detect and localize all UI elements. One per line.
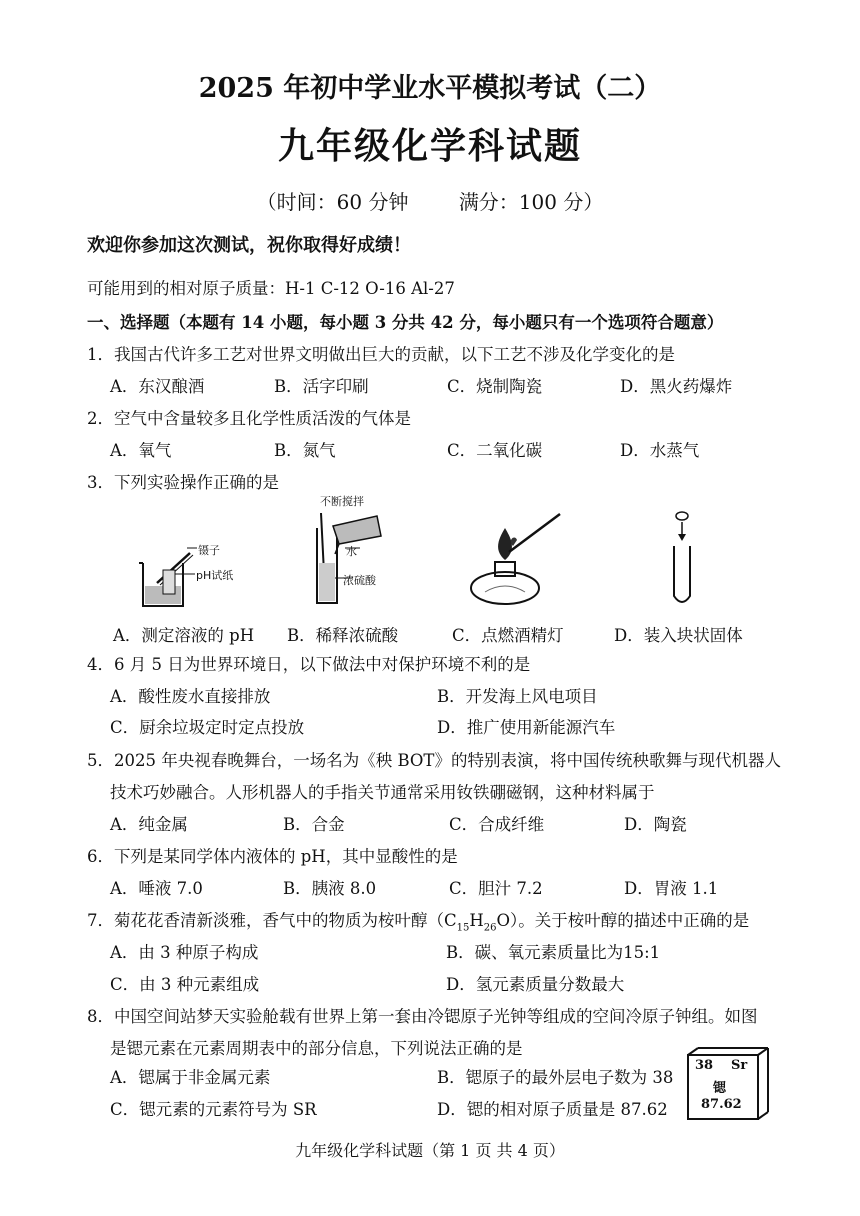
question-6-stem: 6．下列是某同学体内液体的 pH，其中显酸性的是 [87,847,458,866]
figure-alcohol-lamp [465,510,575,610]
figure-ph-test [135,508,245,608]
q2-option-a: A．氧气 [110,441,172,460]
section-heading: 一、选择题（本题有 14 小题，每小题 3 分共 42 分，每小题只有一个选项符合题意） [87,313,724,332]
question-7-stem [87,907,749,933]
q7-hydrogen: H [469,911,484,930]
q7-stem-end: O）。关于桉叶醇的描述中正确的是 [496,911,750,930]
q1-option-b: B．活字印刷 [274,377,369,396]
q2-option-c: C．二氧化碳 [447,441,543,460]
q2-option-b: B．氮气 [274,441,336,460]
q6-option-b: B．胰液 8.0 [283,879,377,898]
q7-option-b: B．碳、氧元素质量比为15:1 [446,943,661,962]
question-5-stem-line2: 技术巧妙融合。人形机器人的手指关节通常采用钕铁硼磁钢，这种材料属于 [110,783,655,802]
q6-option-d: D．胃液 1.1 [624,879,719,898]
atomic-mass-note: 可能用到的相对原子质量：H-1 C-12 O-16 Al-27 [87,279,455,298]
label-tweezers: 镊子 [198,544,220,557]
figure-test-tube [662,508,702,608]
q7-option-c: C．由 3 种元素组成 [110,975,260,994]
q1-option-c: C．烧制陶瓷 [447,377,543,396]
page-footer: 九年级化学科试题（第 1 页 共 4 页） [295,1141,565,1160]
q1-option-d: D．黑火药爆炸 [620,377,733,396]
question-4-stem: 4．6 月 5 日为世界环境日，以下做法中对保护环境不利的是 [87,655,531,674]
q4-option-d: D．推广使用新能源汽车 [437,718,616,737]
q3-option-c: C．点燃酒精灯 [452,626,564,645]
q4-option-b: B．开发海上风电项目 [437,687,598,706]
q5-option-b: B．合金 [283,815,345,834]
element-mass: 87.62 [701,1097,742,1112]
time-limit: （时间：60 分钟 [256,190,409,214]
label-stir: 不断搅拌 [320,495,364,508]
q8-option-a: A．锶属于非金属元素 [110,1068,271,1087]
q8-option-c: C．锶元素的元素符号为 SR [110,1100,317,1119]
q6-option-c: C．胆汁 7.2 [449,879,543,898]
q7-option-d: D．氢元素质量分数最大 [446,975,625,994]
q2-option-d: D．水蒸气 [620,441,700,460]
element-symbol: Sr [731,1058,748,1073]
q3-option-a: A．测定溶液的 pH [113,626,255,645]
subject-title: 九年级化学科试题 [277,125,582,167]
q8-option-d: D．锶的相对原子质量是 87.62 [437,1100,668,1119]
q1-option-a: A．东汉酿酒 [110,377,205,396]
q4-option-a: A．酸性废水直接排放 [110,687,271,706]
question-1-stem: 1．我国古代许多工艺对世界文明做出巨大的贡献，以下工艺不涉及化学变化的是 [87,345,675,364]
q5-option-d: D．陶瓷 [624,815,687,834]
q5-option-a: A．纯金属 [110,815,188,834]
exam-info [0,186,860,215]
q3-option-d: D．装入块状固体 [614,626,743,645]
label-acid: 浓硫酸 [343,574,376,587]
full-score: 满分：100 分） [458,190,604,214]
q3-option-b: B．稀释浓硫酸 [287,626,399,645]
q8-option-b: B．锶原子的最外层电子数为 38 [437,1068,674,1087]
element-number: 38 [695,1058,714,1073]
question-8-stem-line2: 是锶元素在元素周期表中的部分信息，下列说法正确的是 [110,1039,523,1058]
label-water: 水 [346,545,357,558]
question-8-stem-line1: 8．中国空间站梦天实验舱载有世界上第一套由冷锶原子光钟等组成的空间冷原子钟组。如图 [87,1007,758,1026]
q7-sub-carbon: 15 [456,922,470,934]
q5-option-c: C．合成纤维 [449,815,545,834]
q7-stem-start: 7．菊花花香清新淡雅，香气中的物质为桉叶醇（C [87,911,457,930]
question-3-stem: 3．下列实验操作正确的是 [87,473,279,492]
welcome-text: 欢迎你参加这次测试，祝你取得好成绩！ [87,235,411,256]
q4-option-c: C．厨余垃圾定时定点投放 [110,718,305,737]
question-2-stem: 2．空气中含量较多且化学性质活泼的气体是 [87,409,411,428]
element-name: 锶 [713,1081,727,1096]
q6-option-a: A．唾液 7.0 [110,879,203,898]
strontium-element-card [687,1047,769,1121]
question-5-stem-line1: 5．2025 年央视春晚舞台，一场名为《秧 BOT》的特别表演，将中国传统秧歌舞与现代机器人 [87,751,781,770]
q7-option-a: A．由 3 种原子构成 [110,943,259,962]
q7-sub-hydrogen: 26 [483,922,497,934]
label-ph-paper: pH试纸 [196,569,234,582]
exam-title: 2025 年初中学业水平模拟考试（二） [198,73,662,104]
